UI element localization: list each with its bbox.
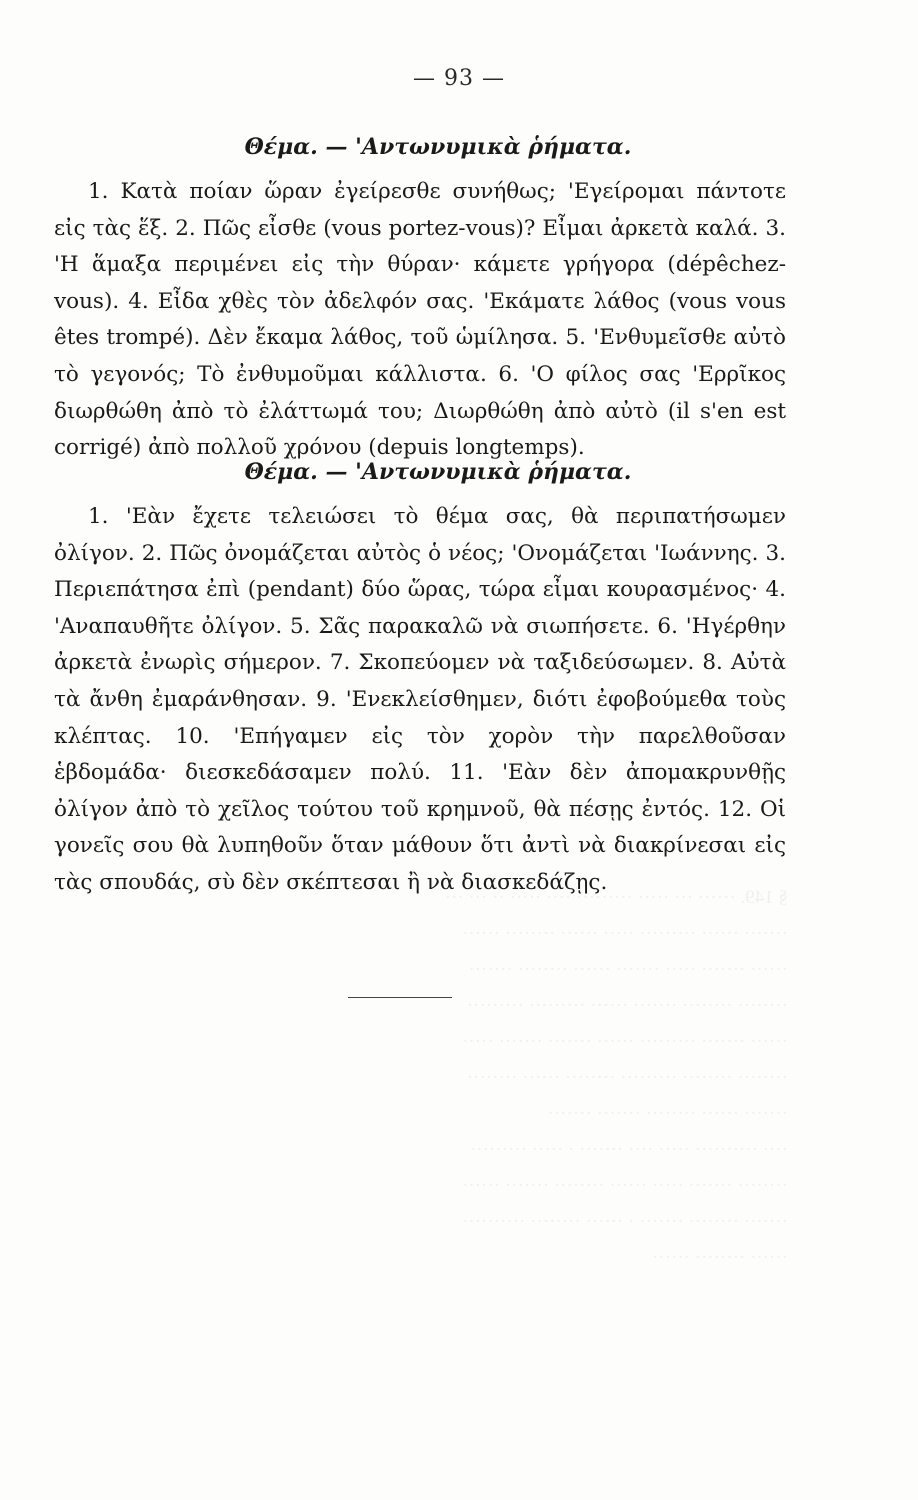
section-heading: Θέμα. — 'Αντωνυμικὰ ῥήματα. <box>244 134 632 160</box>
exercise-section-1 <box>54 130 786 467</box>
section-body-text: 1. Κατὰ ποίαν ὥραν ἐγείρεσθε συνήθως; 'Εγείρομαι πάντοτε εἰς τὰς ἕξ. 2. Πῶς εἶσθε (vous portez-vous)? Εἶμαι ἀρκετὰ καλά. 3. 'Η ἅμαξα περιμένει εἰς τὴν θύραν· κάμετε γρήγορα (dépêchez-vous). 4. Εἶδα χθὲς τὸν ἀδελφόν σας. 'Εκάματε λάθος (vous vous êtes trompé). Δὲν ἔκαμα λάθος, τοῦ ὡμίλησα. 5. 'Ενθυμεῖσθε αὐτὸ τὸ γεγονός; Τὸ ἐνθυμοῦμαι κάλλιστα. 6. 'Ο φίλος σας 'Ερρῖκος διωρθώθη ἀπὸ τὸ ἐλάττωμά του; Διωρθώθη ἀπὸ αὐτὸ (il s'en est corrigé) ἀπὸ πολλοῦ χρόνου (depuis longtemps). <box>54 179 786 461</box>
exercise-section-2 <box>54 455 786 902</box>
section-heading: Θέμα. — 'Αντωνυμικὰ ῥήματα. <box>244 459 632 485</box>
section-body-text: 1. 'Εὰν ἔχετε τελειώσει τὸ θέμα σας, θὰ περιπατήσωμεν ὀλίγον. 2. Πῶς ὀνομάζεται αὐτὸς ὁ νέος; 'Ονομάζεται 'Ιωάννης. 3. Περιεπάτησα ἐπὶ (pendant) δύο ὥρας, τώρα εἶμαι κουρασμένος· 4. 'Αναπαυθῆτε ὀλίγον. 5. Σᾶς παρακαλῶ νὰ σιωπήσετε. 6. 'Ηγέρθην ἀρκετὰ ἐνωρὶς σήμερον. 7. Σκοπεύομεν νὰ ταξιδεύσωμεν. 8. Αὐτὰ τὰ ἄνθη ἐμαράνθησαν. 9. 'Ενεκλείσθημεν, διότι ἐφοβούμεθα τοὺς κλέπτας. 10. 'Επήγαμεν εἰς τὸν χορὸν τὴν παρελθοῦσαν ἑβδομάδα· διεσκεδάσαμεν πολύ. 11. 'Εὰν δὲν ἀπομακρυνθῇς ὀλίγον ἀπὸ τὸ χεῖλος τούτου τοῦ κρημνοῦ, θὰ πέσῃς ἐντός. 12. Οἱ γονεῖς σου θὰ λυπηθοῦν ὅταν μάθουν ὅτι ἀντὶ νὰ διακρίνεσαι εἰς τὰς σπουδάς, σὺ δὲν σκέπτεσαι ἢ νὰ διασκεδάζῃς. <box>54 504 786 895</box>
horizontal-rule <box>348 997 452 998</box>
reverse-side-bleed-through: § 149. ······ ··· ····· ········· ···· ····· ·· ··· ··· ······· ······ ········· ····· ······ ········ ······ ······ ······· ····· ······· ······ ········ ······· ········ ········ ······· ······ ········· ········· ······ ······· ········· ······ ······· ······· ····· ········ ········ ········· ········ ······ ········ ······· ······ ········ ······· ······· ···· ·········· ····· ···· ······· · ····· ········· ········ ······· ····· ······ ········ ······· ······ ······· ········ ······· · ······ ········ ·········· ······ ········ ······ <box>444 887 788 1268</box>
page-number: — 93 — <box>413 66 505 91</box>
